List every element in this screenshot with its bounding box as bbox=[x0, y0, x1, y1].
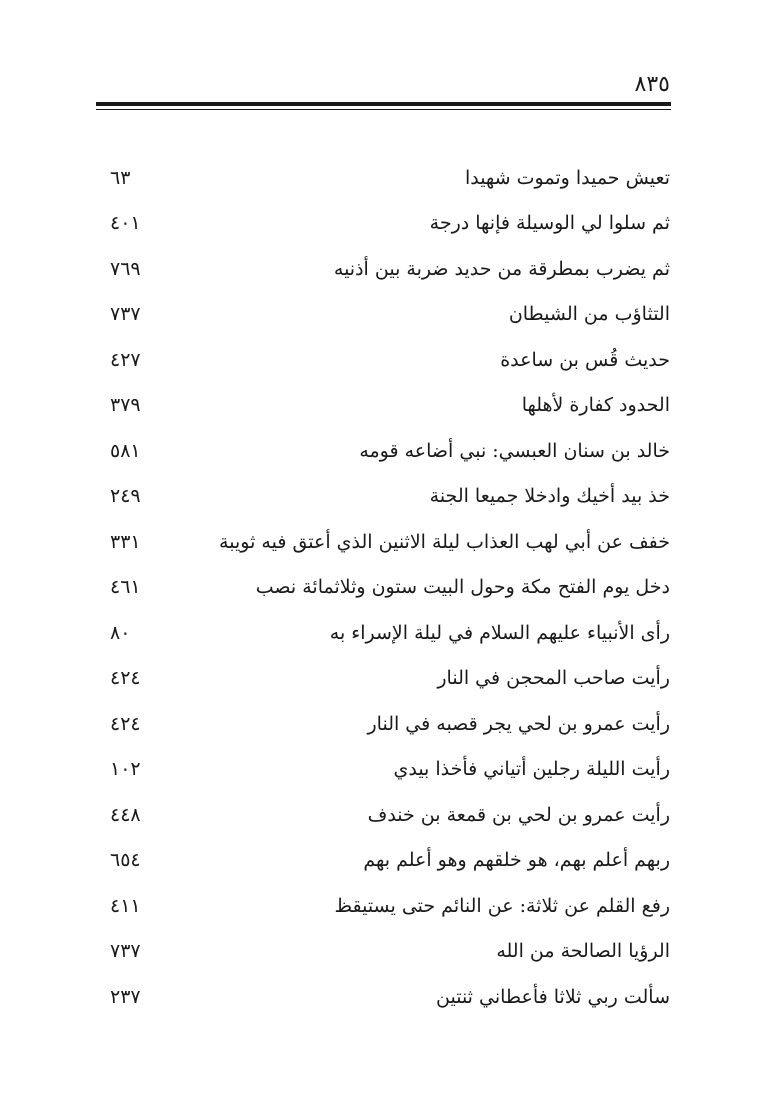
header-rule-thin bbox=[96, 109, 671, 110]
entry-page-number: ٦٥٤ bbox=[110, 849, 141, 872]
entry-page-number: ٣٧٩ bbox=[110, 394, 141, 417]
entry-page-number: ٤١١ bbox=[110, 894, 141, 917]
entry-page-number: ٤٠١ bbox=[110, 212, 141, 235]
index-row bbox=[110, 974, 670, 1020]
entry-page-number: ١٠٢ bbox=[110, 758, 141, 781]
entry-page-number: ٢٤٩ bbox=[110, 485, 141, 508]
index-row bbox=[110, 701, 670, 747]
index-row bbox=[110, 610, 670, 656]
entry-page-number: ٤٢٧ bbox=[110, 348, 141, 371]
entry-text: رأيت صاحب المحجن في النار bbox=[437, 667, 670, 690]
entry-page-number: ٤٦١ bbox=[110, 576, 141, 599]
entry-text: رأى الأنبياء عليهم السلام في ليلة الإسراء به bbox=[329, 621, 670, 644]
entry-page-number: ٤٢٤ bbox=[110, 712, 141, 735]
entry-text: الحدود كفارة لأهلها bbox=[521, 394, 670, 417]
entry-text: خذ بيد أخيك وادخلا جميعا الجنة bbox=[429, 485, 670, 508]
entry-text: رفع القلم عن ثلاثة: عن النائم حتى يستيقظ bbox=[334, 894, 670, 917]
index-row bbox=[110, 428, 670, 474]
index-row bbox=[110, 155, 670, 201]
entry-text: التثاؤب من الشيطان bbox=[508, 303, 670, 326]
page-number: ٨٣٥ bbox=[634, 72, 670, 97]
index-list bbox=[110, 155, 670, 1020]
entry-page-number: ٤٤٨ bbox=[110, 803, 141, 826]
entry-text: ثم سلوا لي الوسيلة فإنها درجة bbox=[429, 212, 670, 235]
entry-text: رأيت عمرو بن لحي يجر قصبه في النار bbox=[367, 712, 670, 735]
index-row bbox=[110, 565, 670, 611]
header-rule-thick bbox=[96, 102, 671, 106]
index-row bbox=[110, 883, 670, 929]
entry-text: رأيت عمرو بن لحي بن قمعة بن خندف bbox=[367, 803, 670, 826]
entry-text: ربهم أعلم بهم، هو خلقهم وهو أعلم بهم bbox=[363, 849, 670, 872]
entry-text: سألت ربي ثلاثا فأعطاني ثنتين bbox=[436, 985, 670, 1008]
entry-page-number: ٧٣٧ bbox=[110, 303, 141, 326]
entry-text: رأيت الليلة رجلين أتياني فأخذا بيدي bbox=[393, 758, 670, 781]
index-row bbox=[110, 929, 670, 975]
index-row bbox=[110, 838, 670, 884]
entry-text: خالد بن سنان العبسي: نبي أضاعه قومه bbox=[359, 439, 670, 462]
entry-page-number: ٧٣٧ bbox=[110, 940, 141, 963]
index-row bbox=[110, 337, 670, 383]
index-row bbox=[110, 747, 670, 793]
entry-page-number: ٣٣١ bbox=[110, 530, 141, 553]
index-row bbox=[110, 519, 670, 565]
index-row bbox=[110, 201, 670, 247]
entry-text: الرؤيا الصالحة من الله bbox=[496, 940, 670, 963]
entry-page-number: ٨٠ bbox=[110, 621, 131, 644]
entry-text: تعيش حميدا وتموت شهيدا bbox=[464, 166, 670, 189]
entry-page-number: ٦٣ bbox=[110, 166, 131, 189]
index-row bbox=[110, 656, 670, 702]
entry-text: حديث قُس بن ساعدة bbox=[500, 348, 670, 371]
entry-page-number: ٥٨١ bbox=[110, 439, 141, 462]
index-row bbox=[110, 246, 670, 292]
entry-text: دخل يوم الفتح مكة وحول البيت ستون وثلاثمائة نصب bbox=[255, 576, 670, 599]
entry-text: ثم يضرب بمطرقة من حديد ضربة بين أذنيه bbox=[333, 257, 670, 280]
index-row bbox=[110, 292, 670, 338]
index-row bbox=[110, 474, 670, 520]
entry-page-number: ٢٣٧ bbox=[110, 985, 141, 1008]
index-row bbox=[110, 383, 670, 429]
entry-page-number: ٧٦٩ bbox=[110, 257, 141, 280]
entry-text: خفف عن أبي لهب العذاب ليلة الاثنين الذي أعتق فيه ثويبة bbox=[219, 530, 670, 553]
entry-page-number: ٤٢٤ bbox=[110, 667, 141, 690]
index-row bbox=[110, 792, 670, 838]
